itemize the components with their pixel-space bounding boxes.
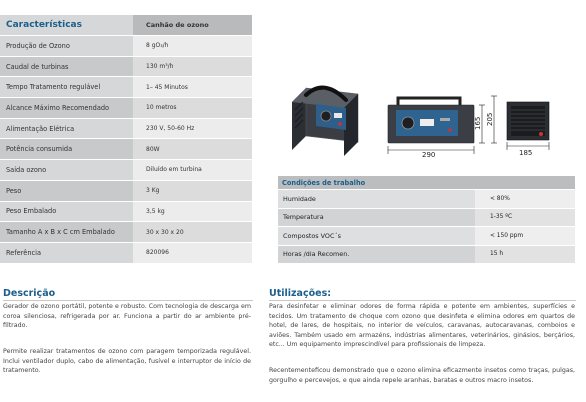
spec-label: Peso Embalado [0,201,133,222]
spec-row [0,98,252,119]
description-paragraph-2: Permite realizar tratamentos de ozono com paragem temporizada regulável. Inclui ventilador duplo, cabo de alimentação, fusível e interruptor de início de tratamento. [3,348,251,375]
spec-value: 1– 45 Minutos [133,77,252,98]
spec-label: Peso [0,180,133,201]
spec-value: 230 V, 50-60 Hz [133,118,252,139]
conditions-title: Condições de trabalho [278,176,575,190]
dimension-height-outer: 205 [486,112,494,126]
product-photo [284,80,378,158]
dimension-width: 290 [422,151,436,158]
dimension-depth: 185 [519,149,533,157]
spec-value: 8 gO₃/h [133,36,252,57]
side-view-diagram [503,98,553,158]
spec-row [0,118,252,139]
spec-label: Tamanho A x B x C cm Embalado [0,222,133,243]
spec-value: 10 metros [133,98,252,119]
conditions-label: Compostos VOC´s [278,227,475,246]
spec-row [0,77,252,98]
spec-value: 130 m³/h [133,56,252,77]
dimension-height-inner: 165 [474,116,482,130]
spec-value: 3,5 kg [133,201,252,222]
uses-title: Utilizações: [269,288,332,299]
conditions-value: < 80% [475,190,575,209]
spec-value: Diluído em turbina [133,160,252,181]
spec-title: Características [0,15,133,36]
spec-header-row [0,15,252,36]
spec-value: 3 Kg [133,180,252,201]
spec-row [0,242,252,263]
conditions-label: Humidade [278,190,475,209]
spec-value: 80W [133,139,252,160]
ozone-generator-illustration [284,80,378,158]
description-divider [3,300,253,301]
spec-label: Potência consumida [0,139,133,160]
uses-paragraph-1: Para desinfetar e eliminar odores de forma rápida e potente em ambientes, superfícies e tecidos. Um tratamento de choque com ozono que desinfeta e elimina odores em quartos de hotel, de lares, de hospitais, no interior de veículos, caravanas, autocaravanas, comboios e aviões. Também usado em armazéns, indústrias alimentares, veterinários, ginásios, berçários, etc... Um equipamento imprescindível para profissionais de limpeza. [269,303,575,349]
spec-row [0,36,252,57]
spec-value: 30 x 30 x 20 [133,222,252,243]
conditions-value: 1-35 ºC [475,208,575,227]
spec-label: Caudal de turbinas [0,56,133,77]
conditions-label: Temperatura [278,208,475,227]
description-paragraph-1: Gerador de ozono portátil, potente e robusto. Com tecnologia de descarga em coroa silenciosa, refrigerada por ar. Funciona a partir do ar ambiente pré-filtrado. [3,303,251,330]
front-view-diagram [384,88,502,158]
uses-paragraph-2: Recentementeficou demonstrado que o ozono elimina eficazmente insetos como traças, pulgas, gorgulho e percevejos, e que ainda repele aranhas, baratas e outros macro insetos. [269,367,575,384]
front-dimension-drawing [384,88,502,158]
spec-label: Tempo Tratamento regulável [0,77,133,98]
conditions-row [278,208,575,227]
description-title: Descrição [3,288,56,299]
spec-label: Alimentação Elétrica [0,118,133,139]
conditions-label: Horas /dia Recomen. [278,245,475,264]
spec-product-name: Canhão de ozono [133,15,252,36]
spec-row [0,139,252,160]
conditions-value: 15 h [475,245,575,264]
spec-row [0,56,252,77]
spec-value: 820096 [133,242,252,263]
conditions-value: < 150 ppm [475,227,575,246]
spec-label: Produção de Ozono [0,36,133,57]
specifications-table [0,15,252,264]
spec-row [0,180,252,201]
spec-label: Referência [0,242,133,263]
spec-row [0,160,252,181]
conditions-row [278,245,575,264]
spec-label: Saída ozono [0,160,133,181]
side-dimension-drawing [503,98,553,158]
spec-row [0,201,252,222]
spec-row [0,222,252,243]
conditions-row [278,227,575,246]
conditions-header-row [278,176,575,190]
working-conditions-table [278,176,575,264]
spec-label: Alcance Máximo Recomendado [0,98,133,119]
uses-divider [269,300,576,301]
conditions-row [278,190,575,209]
